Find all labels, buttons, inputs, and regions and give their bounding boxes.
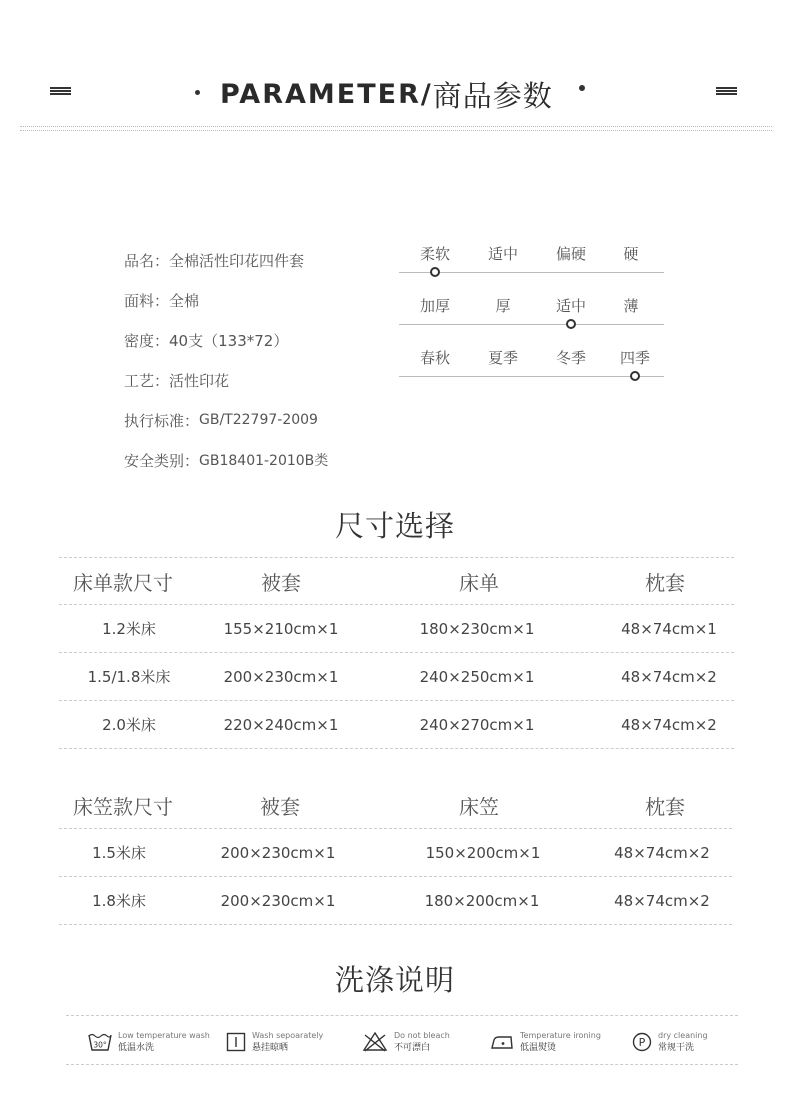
hang-dry-icon <box>226 1032 246 1052</box>
dry-clean-icon <box>632 1032 652 1052</box>
sheet-size-table <box>59 557 734 749</box>
table-cell: 240×270cm×1 <box>419 715 535 734</box>
wash-30-icon <box>88 1031 112 1053</box>
table-cell: 48×74cm×2 <box>614 843 710 862</box>
wash-label-cn: 悬挂晾晒 <box>252 1043 289 1053</box>
param-fabric <box>124 280 328 320</box>
table-cell: 220×240cm×1 <box>223 715 339 734</box>
wash-item-iron <box>490 1027 601 1057</box>
table-cell: 48×74cm×1 <box>621 619 717 638</box>
table-row <box>59 877 732 925</box>
param-craft <box>124 360 328 400</box>
scale-season <box>399 347 664 387</box>
wash-item-low-temp <box>88 1027 210 1057</box>
table-row <box>59 701 734 749</box>
table-cell: 1.2米床 <box>102 620 156 638</box>
wash-label-en: Do not bleach <box>394 1031 450 1040</box>
header-cell: 床笠 <box>459 794 499 819</box>
table-cell: 48×74cm×2 <box>621 715 717 734</box>
scale-option: 偏硬 <box>555 245 586 263</box>
param-label: 密度： <box>124 331 170 350</box>
scale-option: 加厚 <box>419 297 450 315</box>
dot-icon-right <box>579 85 585 91</box>
wash-label-cn: 低温水洗 <box>118 1043 155 1053</box>
table-cell: 180×230cm×1 <box>419 619 535 638</box>
param-density <box>124 320 328 360</box>
scale-line <box>399 376 664 377</box>
table-row <box>59 829 732 877</box>
table-row <box>59 653 734 701</box>
table-cell: 200×230cm×1 <box>220 843 336 862</box>
scale-option: 夏季 <box>487 349 518 367</box>
table-cell: 48×74cm×2 <box>621 667 717 686</box>
table-row <box>59 605 734 653</box>
header-cell: 床笠款尺寸 <box>73 794 173 819</box>
size-section-title: 尺寸选择 <box>334 509 455 543</box>
param-list <box>124 240 328 480</box>
param-label: 品名： <box>124 251 170 270</box>
scale-option: 适中 <box>487 245 518 263</box>
header-cell: 枕套 <box>645 794 685 819</box>
wash-label-cn: 常规干洗 <box>658 1043 695 1053</box>
table-cell: 1.5米床 <box>92 844 146 862</box>
wash-item-hang-dry <box>226 1027 323 1057</box>
menu-icon-left <box>50 87 71 95</box>
dot-icon-left <box>195 90 200 95</box>
table-cell: 200×230cm×1 <box>220 891 336 910</box>
scale-option: 薄 <box>623 297 639 315</box>
table-cell: 200×230cm×1 <box>223 667 339 686</box>
wash-section-title: 洗涤说明 <box>334 963 455 997</box>
header-cell: 床单款尺寸 <box>73 570 173 595</box>
scale-marker <box>430 267 440 277</box>
header-cell: 被套 <box>261 570 301 595</box>
param-safety <box>124 440 328 480</box>
wash-label-cn: 不可漂白 <box>394 1043 431 1053</box>
param-name <box>124 240 328 280</box>
param-label: 面料： <box>124 291 170 310</box>
param-value: GB18401-2010B类 <box>199 453 329 469</box>
wash-label-en: Wash sepoarately <box>252 1031 324 1040</box>
scale-marker <box>566 319 576 329</box>
param-label: 执行标准： <box>124 411 200 430</box>
scale-thickness <box>399 295 664 335</box>
param-value: 40支（133*72） <box>169 331 289 350</box>
param-value: 全棉活性印花四件套 <box>169 251 305 270</box>
scale-line <box>399 324 664 325</box>
no-bleach-icon <box>362 1031 388 1053</box>
scale-option: 硬 <box>623 245 639 263</box>
table-header <box>59 782 732 829</box>
scale-option: 四季 <box>619 349 650 367</box>
header-cell: 床单 <box>459 570 499 595</box>
param-label: 工艺： <box>124 371 170 390</box>
scale-option: 厚 <box>495 297 511 315</box>
table-cell: 48×74cm×2 <box>614 891 710 910</box>
title-en: PARAMETER/ <box>220 78 433 110</box>
scale-option: 春秋 <box>419 349 450 367</box>
table-cell: 2.0米床 <box>102 716 156 734</box>
header-cell: 被套 <box>260 794 300 819</box>
page-title <box>220 72 553 116</box>
table-cell: 150×200cm×1 <box>425 843 541 862</box>
iron-low-icon <box>490 1032 514 1052</box>
menu-icon-right <box>716 87 737 95</box>
scale-option: 柔软 <box>419 245 450 263</box>
table-cell: 240×250cm×1 <box>419 667 535 686</box>
wash-item-no-bleach <box>362 1027 450 1057</box>
header-cell: 枕套 <box>645 570 685 595</box>
scale-option: 冬季 <box>555 349 586 367</box>
header-divider <box>20 126 772 131</box>
table-cell: 155×210cm×1 <box>223 619 339 638</box>
param-value: 活性印花 <box>169 371 230 390</box>
title-cn: 商品参数 <box>432 78 553 113</box>
wash-instructions <box>66 1015 738 1065</box>
table-cell: 1.8米床 <box>92 892 146 910</box>
scale-marker <box>630 371 640 381</box>
wash-label-en: dry cleaning <box>658 1031 708 1040</box>
wash-icon-text: 30° <box>93 1040 107 1050</box>
param-value: 全棉 <box>169 291 200 310</box>
table-header <box>59 557 734 605</box>
wash-label-en: Low temperature wash <box>118 1031 210 1040</box>
fitted-size-table <box>59 782 732 925</box>
wash-icon-text: P <box>638 1036 646 1049</box>
table-cell: 1.5/1.8米床 <box>87 668 171 686</box>
param-value: GB/T22797-2009 <box>199 412 318 428</box>
param-standard <box>124 400 328 440</box>
wash-item-dry-clean <box>632 1027 708 1057</box>
scale-softness <box>399 243 664 283</box>
table-cell: 180×200cm×1 <box>424 891 540 910</box>
param-label: 安全类别： <box>124 451 200 470</box>
wash-label-en: Temperature ironing <box>520 1031 601 1040</box>
scale-option: 适中 <box>555 297 586 315</box>
wash-label-cn: 低温熨烫 <box>520 1043 557 1053</box>
